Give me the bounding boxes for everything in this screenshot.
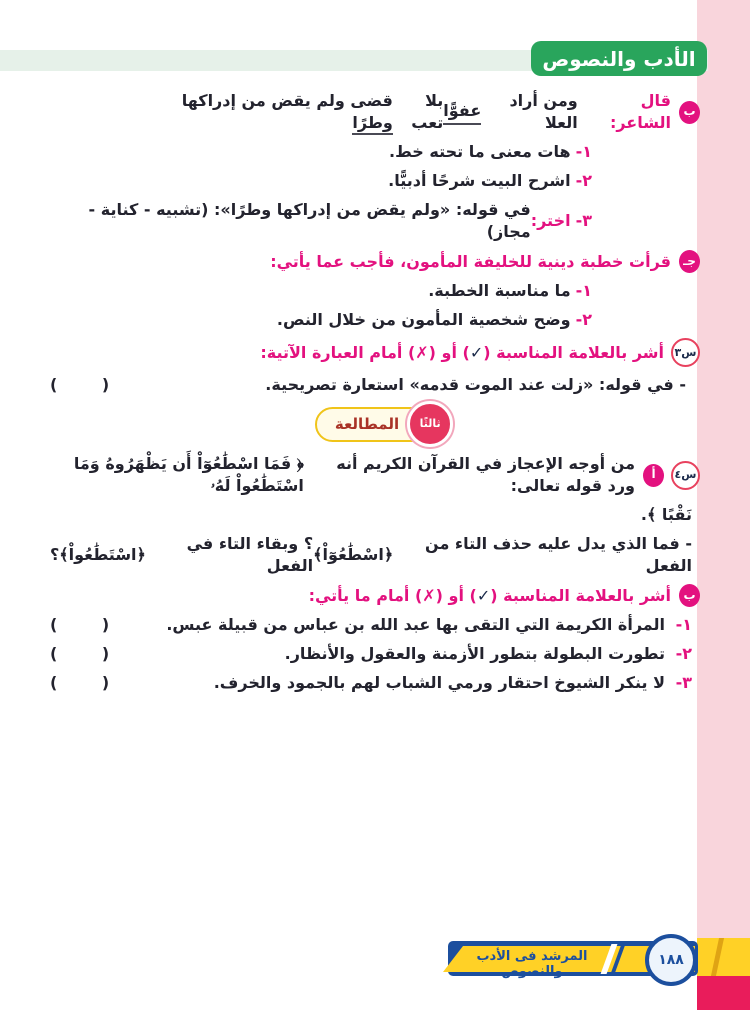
side-strip-crimson bbox=[697, 976, 750, 1010]
qb2-item-3 bbox=[50, 672, 700, 694]
item-text: لا ينكر الشيوخ احتقار ورمي الشباب لهم بالجمود والخرف. bbox=[213, 673, 666, 692]
qb-item-2 bbox=[50, 170, 700, 192]
item-text: المرأة الكريمة التي التقى بها عبد الله بن عباس من قبيلة عبس. bbox=[166, 615, 666, 634]
item-number: ٢- bbox=[575, 310, 592, 329]
mark-phrase-p2: ) أو ( bbox=[428, 342, 470, 362]
item-text: اشرح البيت شرحًا أدبيًّا. bbox=[388, 171, 571, 190]
quran-word-1: ﴿اسْطَٰعُوٓاْ﴾ bbox=[313, 545, 394, 564]
verse-left-pre: قضى ولم يقض من إدراكها bbox=[181, 91, 393, 110]
side-strip-yellow bbox=[697, 938, 750, 976]
follow-up-p3: ؟ bbox=[50, 545, 60, 564]
item-number: ٣- bbox=[675, 673, 692, 692]
answer-slot: ( ) bbox=[50, 375, 110, 394]
quran-verse-line1: ﴿ فَمَا اسْطَٰعُوٓاْ أَن يَظْهَرُوهُ وَمَا اسْتَطَٰعُواْ لَهُۥ bbox=[73, 454, 304, 495]
mark-phrase-p3: ) أمام العبارة الآتية: bbox=[260, 342, 416, 362]
qs3-header bbox=[50, 338, 700, 367]
quran-word-2: ﴿اسْتَطَٰعُواْ﴾ bbox=[59, 545, 146, 564]
poem-line bbox=[50, 90, 700, 134]
qs4-follow-up bbox=[50, 533, 700, 577]
verse-right-underlined: عفوًّا bbox=[443, 100, 481, 125]
item-body bbox=[166, 614, 692, 636]
qs4-intro-row bbox=[50, 453, 700, 497]
question-letter-badge: جـ bbox=[679, 250, 700, 273]
reading-section-heading bbox=[50, 403, 700, 445]
item-text: هات معنى ما تحته خط. bbox=[389, 142, 571, 161]
page-number-circle bbox=[645, 934, 697, 986]
item-text: وضح شخصية المأمون من خلال النص. bbox=[276, 310, 571, 329]
qs4-intro-text: من أوجه الإعجاز في القرآن الكريم أنه ورد قوله تعالى: bbox=[336, 454, 635, 495]
reading-title: المطالعة bbox=[334, 414, 400, 433]
reading-ordinal-circle: ثالثًا bbox=[407, 401, 453, 447]
qj-label: قرأت خطبة دينية للخليفة المأمون، فأجب عما يأتي: bbox=[270, 251, 671, 271]
item-text: ما مناسبة الخطبة. bbox=[428, 281, 571, 300]
question-number-badge: س٣ bbox=[671, 338, 700, 367]
item-number: ٢- bbox=[675, 644, 692, 663]
mark-phrase-p3: ) أمام ما يأتي: bbox=[308, 585, 423, 605]
item-text: في قوله: «ولم يقض من إدراكها وطرًا»: (تشبيه - كناية - مجاز) bbox=[88, 200, 531, 241]
item-text: تطورت البطولة بتطور الأزمنة والعقول والأنظار. bbox=[284, 644, 666, 663]
poem-right-hemistich bbox=[393, 90, 700, 134]
subject-badge-label: الأدب والنصوص bbox=[542, 46, 696, 71]
choose-label: اختر: bbox=[530, 211, 571, 230]
statement-text: - في قوله: «زلت عند الموت قدمه» استعارة تصريحية. bbox=[265, 375, 686, 394]
item-body bbox=[285, 643, 692, 665]
cross-icon: ✗ bbox=[415, 342, 429, 362]
answer-slot: ( ) bbox=[50, 644, 110, 663]
page-content bbox=[50, 90, 700, 701]
poem-left-hemistich bbox=[155, 90, 393, 134]
item-number: ١- bbox=[575, 281, 592, 300]
qb-item-3 bbox=[50, 199, 700, 243]
qs4-quran-continuation bbox=[50, 504, 700, 526]
subject-badge bbox=[531, 41, 707, 76]
check-icon: ✓ bbox=[469, 342, 484, 362]
qj-item-2 bbox=[50, 309, 700, 331]
item-number: ١- bbox=[575, 142, 592, 161]
follow-up-p2: ؟ وبقاء التاء في الفعل bbox=[186, 534, 314, 575]
quran-verse-line2: نَقْبًا ﴾. bbox=[640, 505, 692, 524]
question-letter-badge: ب bbox=[679, 584, 700, 607]
verse-right-pre: ومن أراد العلا bbox=[509, 91, 578, 132]
qj-item-1 bbox=[50, 280, 700, 302]
mark-phrase-p1: أشر بالعلامة المناسبة ( bbox=[483, 342, 664, 362]
mark-phrase-p2: ) أو ( bbox=[435, 585, 477, 605]
side-strip-pink bbox=[697, 0, 750, 940]
mark-phrase-p1: أشر بالعلامة المناسبة ( bbox=[490, 585, 671, 605]
qb2-header bbox=[50, 584, 700, 607]
item-body bbox=[214, 672, 692, 694]
qb2-item-2 bbox=[50, 643, 700, 665]
qb-item-1 bbox=[50, 141, 700, 163]
qj-header bbox=[50, 250, 700, 273]
qb2-item-1 bbox=[50, 614, 700, 636]
check-icon: ✓ bbox=[476, 585, 491, 605]
item-number: ٢- bbox=[575, 171, 592, 190]
item-number: ٣- bbox=[575, 211, 592, 230]
question-number-badge: س٤ bbox=[671, 461, 700, 490]
answer-slot: ( ) bbox=[50, 673, 110, 692]
follow-up-p1: - فما الذي يدل عليه حذف التاء من الفعل bbox=[425, 534, 692, 575]
page-number: ١٨٨ bbox=[658, 952, 684, 968]
reading-title-pill bbox=[315, 407, 441, 442]
cross-icon: ✗ bbox=[422, 585, 436, 605]
verse-right-post: بلا تعب bbox=[411, 91, 444, 132]
qs3-statement-row bbox=[50, 374, 700, 396]
item-number: ١- bbox=[675, 615, 692, 634]
poet-label: قال الشاعر: bbox=[609, 91, 671, 132]
verse-left-underlined: وطرًا bbox=[352, 113, 392, 135]
question-letter-badge: ب bbox=[679, 101, 700, 124]
answer-slot: ( ) bbox=[50, 615, 110, 634]
question-letter-badge: أ bbox=[643, 464, 664, 487]
book-title: المرشد فى الأدب والنصوص bbox=[476, 949, 588, 979]
